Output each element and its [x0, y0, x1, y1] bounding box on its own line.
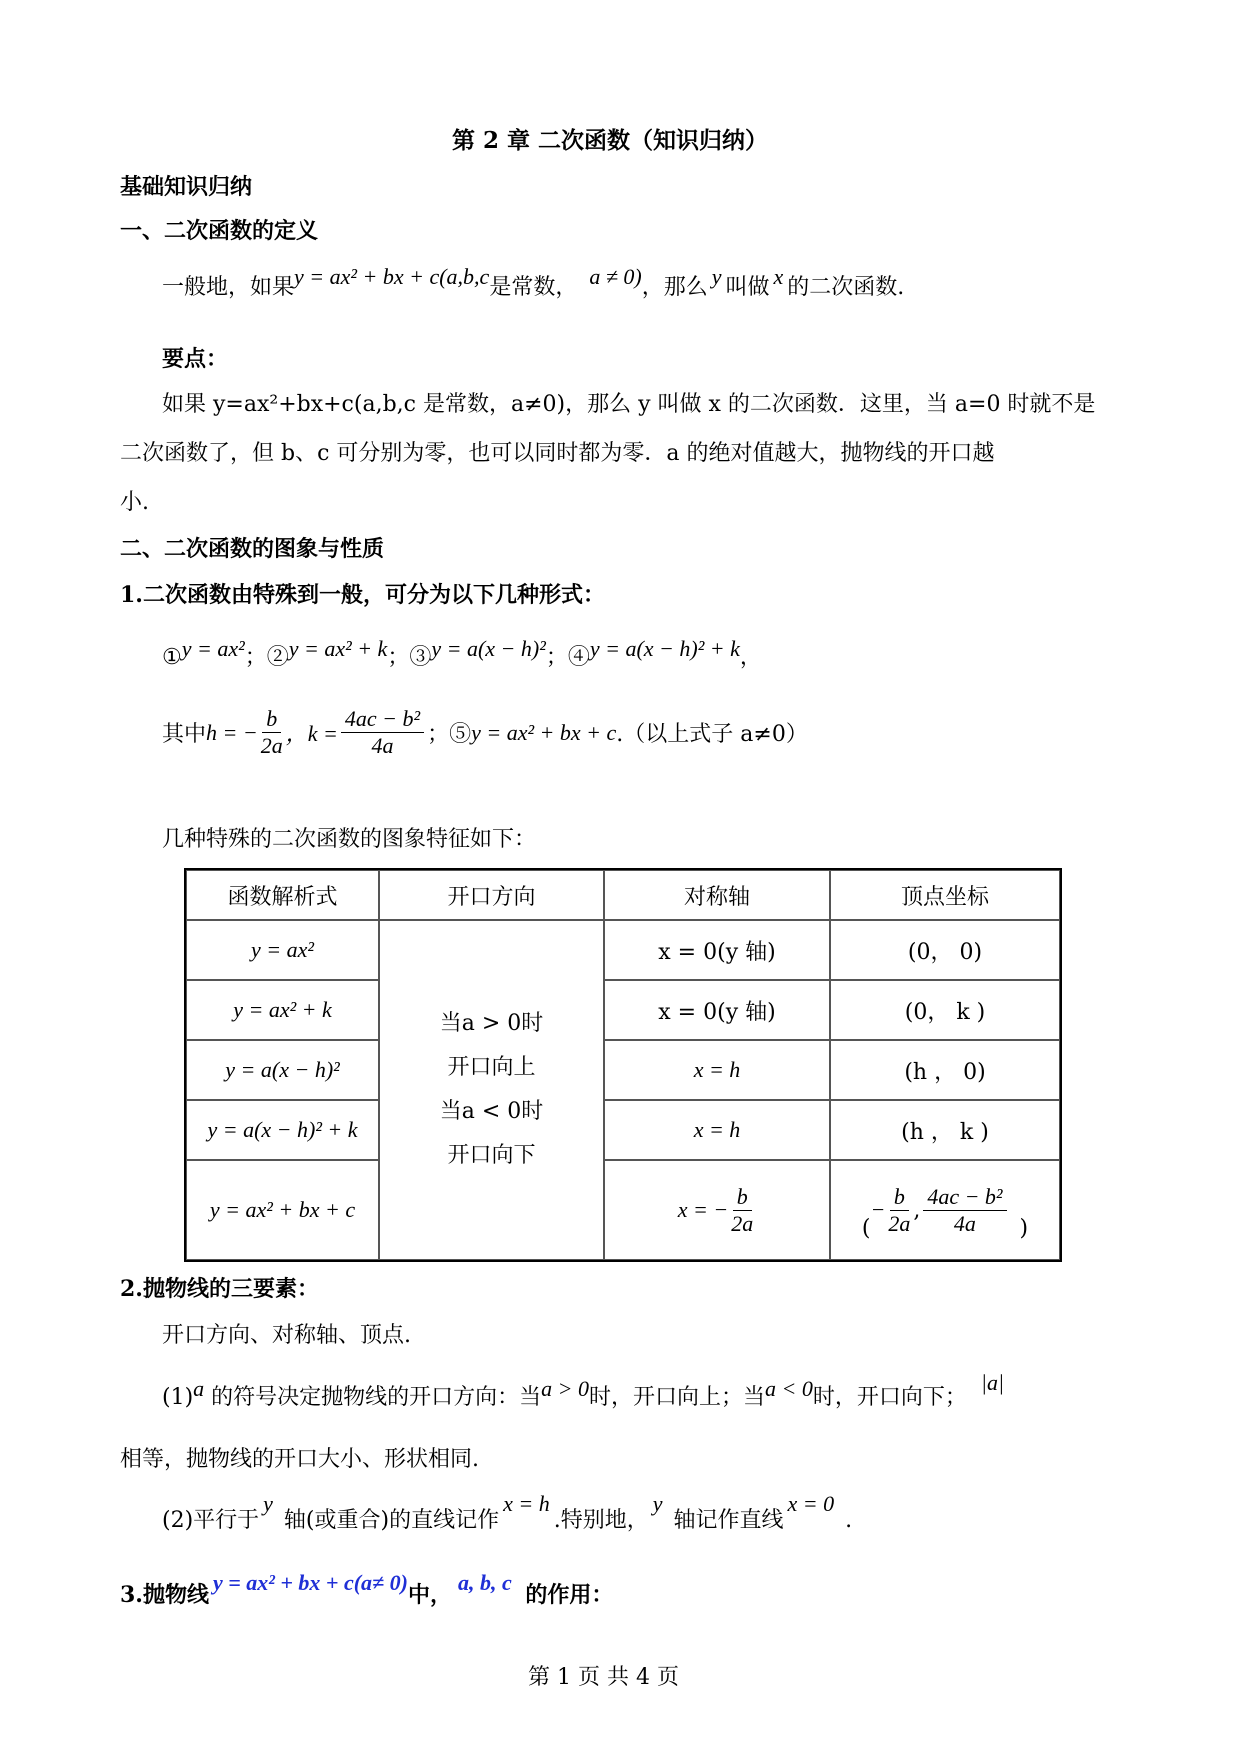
sub3-coefficients: a, b, c [457, 1570, 512, 1595]
table-vertex: (h ， 0) [830, 1040, 1060, 1100]
k-numerator: 4ac − b² [341, 706, 424, 733]
p2-line-eq: x = 0 [787, 1491, 835, 1516]
form-2: y = ax² + k [288, 636, 388, 661]
p1-text: 时，开口向下； [812, 1385, 967, 1410]
table-axis: x = h [604, 1040, 830, 1100]
definition-text: 的二次函数. [787, 275, 905, 300]
table-intro: 几种特殊的二次函数的图象特征如下： [162, 827, 537, 852]
form-marker: ① [162, 645, 182, 670]
subheading-forms: 1.二次函数由特殊到一般，可分为以下几种形式： [120, 582, 605, 608]
table-header: 对称轴 [604, 870, 830, 920]
definition-paragraph [162, 264, 905, 301]
definition-formula: y = ax² + bx + c(a,b,c [294, 264, 490, 289]
forms-line [162, 636, 762, 671]
k-denominator: 4a [371, 733, 394, 758]
form-marker: ， [739, 645, 762, 670]
p1-cond: a < 0 [765, 1376, 813, 1401]
table-formula: y = ax² + bx + c [186, 1160, 379, 1260]
table-formula: y = ax² [186, 920, 379, 980]
features-table [184, 868, 1062, 1262]
table-axis-general [604, 1160, 830, 1260]
p1-cond: a > 0 [541, 1376, 590, 1401]
definition-condition: a ≠ 0) [589, 264, 642, 289]
vertex-paren: ( [861, 1216, 871, 1241]
axis-denominator: 2a [731, 1210, 754, 1236]
table-vertex: (0， k ) [830, 980, 1060, 1040]
heading-graph-properties: 二、二次函数的图象与性质 [120, 536, 385, 562]
table-vertex-general [830, 1160, 1060, 1260]
k-fraction [341, 706, 424, 759]
k-formula: ，k = [285, 721, 338, 746]
p2-text: 轴记作直线 [666, 1508, 784, 1533]
axis-numerator: b [733, 1184, 752, 1211]
definition-var-y: y [711, 264, 722, 289]
axis-fraction [731, 1184, 753, 1237]
opening-line: 当a < 0时 [439, 1099, 544, 1124]
where-suffix: .（以上式子 a≠0） [616, 722, 808, 747]
axis-prefix: x = − [677, 1197, 729, 1222]
p1-abs-a: |a| [980, 1370, 1005, 1395]
sub3-text: 3.抛物线 [120, 1582, 209, 1608]
table-axis: x = 0(y 轴) [604, 920, 830, 980]
vertex-x-fraction [888, 1184, 910, 1237]
vertex-sign: − [870, 1197, 886, 1222]
vertex-x-numerator: b [890, 1184, 909, 1211]
vertex-x-denominator: 2a [888, 1210, 911, 1236]
vertex-comma: , [913, 1197, 921, 1223]
sub3-formula: y = ax² + bx + c(a≠ 0) [212, 1570, 408, 1595]
opening-line: 开口向下 [447, 1143, 536, 1168]
p2-var-y: y [652, 1491, 663, 1516]
p2-text: 轴(或重合)的直线记作 [276, 1508, 500, 1533]
definition-text: 叫做 [725, 275, 770, 300]
keypoint-line-2: 二次函数了，但 b、c 可分别为零，也可以同时都为零．a 的绝对值越大，抛物线的开口越 [120, 441, 995, 466]
form-1: y = ax² [181, 636, 245, 661]
form-4: y = a(x − h)² + k [589, 636, 740, 661]
keypoint-line-1: 如果 y=ax²+bx+c(a,b,c 是常数，a≠0)，那么 y 叫做 x 的二次函数．这里，当 a=0 时就不是 [162, 392, 1096, 417]
definition-text: 一般地，如果 [162, 275, 295, 300]
sub3-text: 的作用： [517, 1582, 614, 1608]
where-prefix: 其中 [162, 722, 207, 747]
sub3-text: 中， [407, 1582, 452, 1608]
where-line [162, 706, 808, 759]
table-formula: y = a(x − h)² [186, 1040, 379, 1100]
heading-definition: 一、二次函数的定义 [120, 218, 319, 244]
p2-text: .特别地， [553, 1508, 649, 1533]
page-title: 第 2 章 二次函数（知识归纳） [452, 127, 769, 154]
table-header: 顶点坐标 [830, 870, 1060, 920]
p2-line-eq: x = h [503, 1491, 550, 1516]
p1-var-a: a [193, 1376, 205, 1401]
three-elements: 开口方向、对称轴、顶点. [162, 1323, 411, 1348]
definition-var-x: x [773, 264, 784, 289]
table-formula: y = a(x − h)² + k [186, 1100, 379, 1160]
table-axis: x = h [604, 1100, 830, 1160]
definition-text: ，那么 [641, 275, 708, 300]
paragraph-2 [162, 1491, 853, 1534]
table-vertex: (h ， k ) [830, 1100, 1060, 1160]
paragraph-1 [162, 1370, 1005, 1411]
p2-text: . [838, 1508, 853, 1533]
vertex-paren: ) [1019, 1216, 1029, 1241]
p1-text: 的符号决定抛物线的开口方向：当 [204, 1385, 542, 1410]
vertex-y-fraction [923, 1184, 1006, 1237]
table-header: 开口方向 [379, 870, 604, 920]
table-vertex: (0， 0) [830, 920, 1060, 980]
form-5: y = ax² + bx + c [471, 719, 617, 745]
p1-text: (1) [162, 1385, 194, 1410]
opening-line: 当a > 0时 [439, 1011, 544, 1036]
subheading-coefficients [120, 1570, 614, 1609]
form-marker: ；② [244, 645, 289, 670]
p1-text: 时，开口向上；当 [589, 1385, 766, 1410]
keypoint-label: 要点： [162, 346, 229, 372]
definition-text: 是常数， [489, 275, 578, 300]
table-opening-cell [379, 920, 604, 1260]
form-marker: ；⑤ [427, 722, 472, 747]
p2-var-y: y [263, 1491, 273, 1516]
form-marker: ；③ [387, 645, 432, 670]
table-axis: x = 0(y 轴) [604, 980, 830, 1040]
h-formula: h = − [206, 719, 258, 745]
subheading-three-elements: 2.抛物线的三要素： [120, 1276, 319, 1302]
section-heading-basic: 基础知识归纳 [120, 174, 253, 200]
table-formula: y = ax² + k [186, 980, 379, 1040]
h-fraction [261, 706, 283, 759]
form-marker: ；④ [545, 645, 590, 670]
p2-text: (2)平行于 [162, 1508, 260, 1533]
h-numerator: b [262, 706, 281, 733]
form-3: y = a(x − h)² [431, 636, 546, 661]
paragraph-1-cont: 相等，抛物线的开口大小、形状相同. [120, 1447, 479, 1472]
table-header: 函数解析式 [186, 870, 379, 920]
vertex-y-numerator: 4ac − b² [923, 1184, 1006, 1211]
opening-line: 开口向上 [447, 1055, 536, 1080]
vertex-y-denominator: 4a [953, 1210, 976, 1236]
keypoint-line-3: 小. [120, 490, 149, 515]
page-footer: 第 1 页 共 4 页 [528, 1665, 679, 1690]
h-denominator: 2a [260, 733, 283, 758]
